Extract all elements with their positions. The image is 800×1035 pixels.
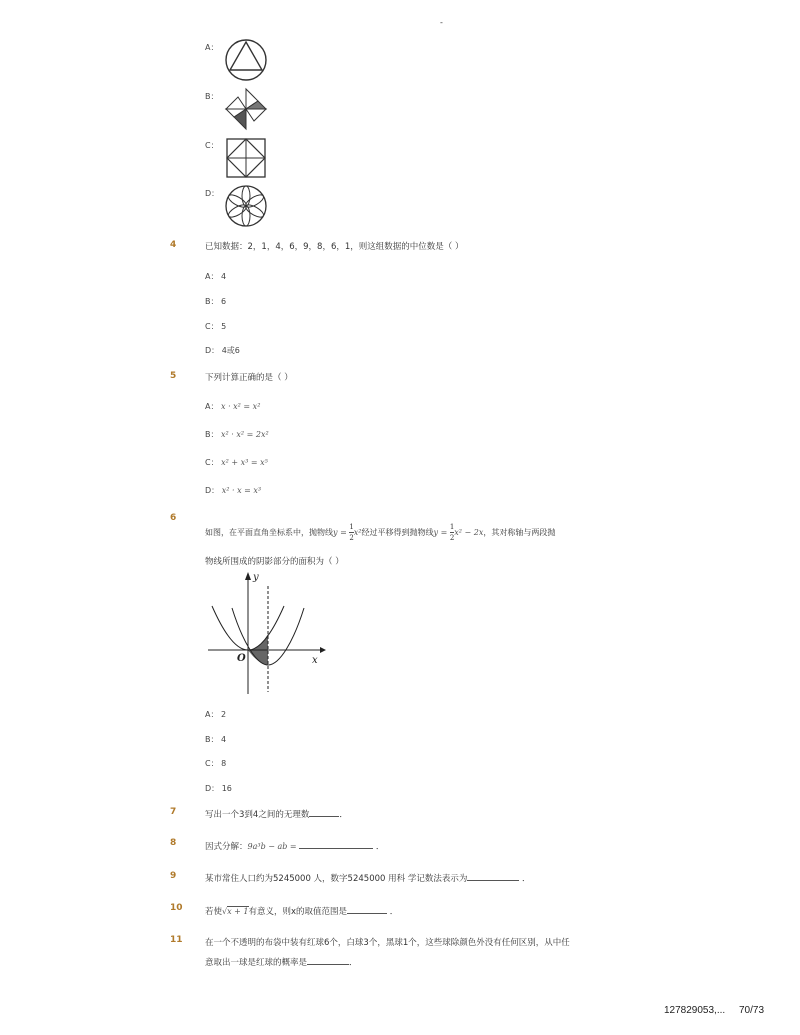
question-tail: ． xyxy=(349,958,358,968)
answer-blank xyxy=(299,840,373,849)
answer-blank xyxy=(307,956,349,965)
circle-flower-icon xyxy=(224,184,268,228)
question-text-part: 写出一个3到4之间的无理数 xyxy=(205,810,310,820)
math-expression: x · x² = x² xyxy=(221,402,261,411)
fraction-denominator: 2 xyxy=(349,534,354,542)
option-d xyxy=(205,485,261,496)
question-tail: ． xyxy=(339,810,348,820)
square-diamond-icon xyxy=(224,136,268,180)
option-b xyxy=(205,429,269,440)
question-text-part: ，其对称轴与两段抛 xyxy=(483,528,556,537)
question-tail: ． xyxy=(375,842,385,852)
origin-label: O xyxy=(237,653,246,664)
circle-triangle-icon xyxy=(224,38,268,82)
math-expression: x² + x³ = x⁵ xyxy=(221,458,268,467)
math-expression: x² · x = x³ xyxy=(221,486,262,495)
x-axis-arrow xyxy=(320,647,326,653)
question-text-part: 意取出一球是红球的概率是 xyxy=(205,958,308,968)
question-text-part: 若使 xyxy=(205,907,223,917)
question-text-line2: 物线所围成的阴影部分的面积为（ ） xyxy=(205,557,344,567)
question-number: 7 xyxy=(170,807,177,817)
question-text-line2 xyxy=(205,956,358,968)
option-d: D： 16 xyxy=(205,784,232,793)
top-mark: - xyxy=(440,18,443,27)
question-text xyxy=(205,522,555,543)
radicand: x + 1 xyxy=(227,907,249,916)
fraction-numerator: 1 xyxy=(349,523,354,531)
option-a: A： 2 xyxy=(205,710,227,719)
option-c xyxy=(205,457,268,468)
q3-option-a-label: A： xyxy=(205,43,219,52)
fraction-numerator: 1 xyxy=(449,523,455,531)
question-text-part: 如图，在平面直角坐标系中，抛物线 xyxy=(205,528,333,537)
option-letter: B： xyxy=(205,430,219,439)
option-a xyxy=(205,401,260,412)
answer-blank xyxy=(467,872,519,881)
question-text-part: 有意义，则x的取值范围是 xyxy=(248,907,348,917)
option-letter: C： xyxy=(205,458,219,467)
question-text xyxy=(205,872,531,884)
question-text-part: 经过平移得到抛物线 xyxy=(361,528,434,537)
q3-option-b-label: B： xyxy=(205,92,219,101)
x-axis-label: x xyxy=(312,655,318,666)
y-axis-label: y xyxy=(253,572,259,583)
document-id: 127829053,... xyxy=(664,1005,726,1016)
math-expression: 9a³b − ab = xyxy=(247,842,300,851)
question-text: 下列计算正确的是（ ） xyxy=(205,373,293,383)
question-number: 11 xyxy=(170,935,183,945)
option-b: B： 4 xyxy=(205,735,227,744)
answer-blank xyxy=(347,905,387,914)
question-tail: ． xyxy=(522,874,531,884)
option-a: A： 4 xyxy=(205,272,227,281)
math-expression: y = xyxy=(433,528,450,537)
answer-blank xyxy=(309,808,339,817)
option-b: B： 6 xyxy=(205,297,227,306)
math-expression: x² − 2x xyxy=(454,528,484,537)
question-tail: ． xyxy=(389,907,399,917)
y-axis-arrow xyxy=(245,572,251,580)
math-expression: x² · x² = 2x² xyxy=(221,430,269,439)
math-expression: x² xyxy=(353,528,362,537)
question-text-part: 某市常住人口约为5245000 人，数字5245000 用科 学记数法表示为 xyxy=(205,874,468,884)
option-c: C： 5 xyxy=(205,322,227,331)
sqrt-symbol: √ xyxy=(222,907,228,916)
question-text xyxy=(205,905,398,917)
pinwheel-icon xyxy=(224,87,268,131)
question-text xyxy=(205,808,348,820)
fraction-denominator: 2 xyxy=(449,534,455,542)
question-text: 已知数据：2，1，4，6，9，8，6，1，则这组数据的中位数是（ ） xyxy=(205,242,464,252)
option-d: D： 4或6 xyxy=(205,346,240,355)
parabola-graph xyxy=(204,568,328,696)
math-expression: y = xyxy=(333,528,350,537)
option-letter: A： xyxy=(205,402,219,411)
question-number: 6 xyxy=(170,513,177,523)
q3-option-d-label: D： xyxy=(205,189,220,198)
question-number: 4 xyxy=(170,240,177,250)
option-letter: D： xyxy=(205,486,220,495)
question-text: 在一个不透明的布袋中装有红球6个，白球3个，黑球1个，这些球除颜色外没有任何区别，从中任 xyxy=(205,938,570,948)
question-number: 8 xyxy=(170,838,177,848)
question-text xyxy=(205,840,384,852)
option-c: C： 8 xyxy=(205,759,227,768)
question-number: 10 xyxy=(170,903,183,913)
question-text-part: 因式分解： xyxy=(205,842,248,852)
q3-option-c-label: C： xyxy=(205,141,219,150)
question-number: 5 xyxy=(170,371,177,381)
question-number: 9 xyxy=(170,871,177,881)
page-number: 70/73 xyxy=(739,1005,765,1016)
